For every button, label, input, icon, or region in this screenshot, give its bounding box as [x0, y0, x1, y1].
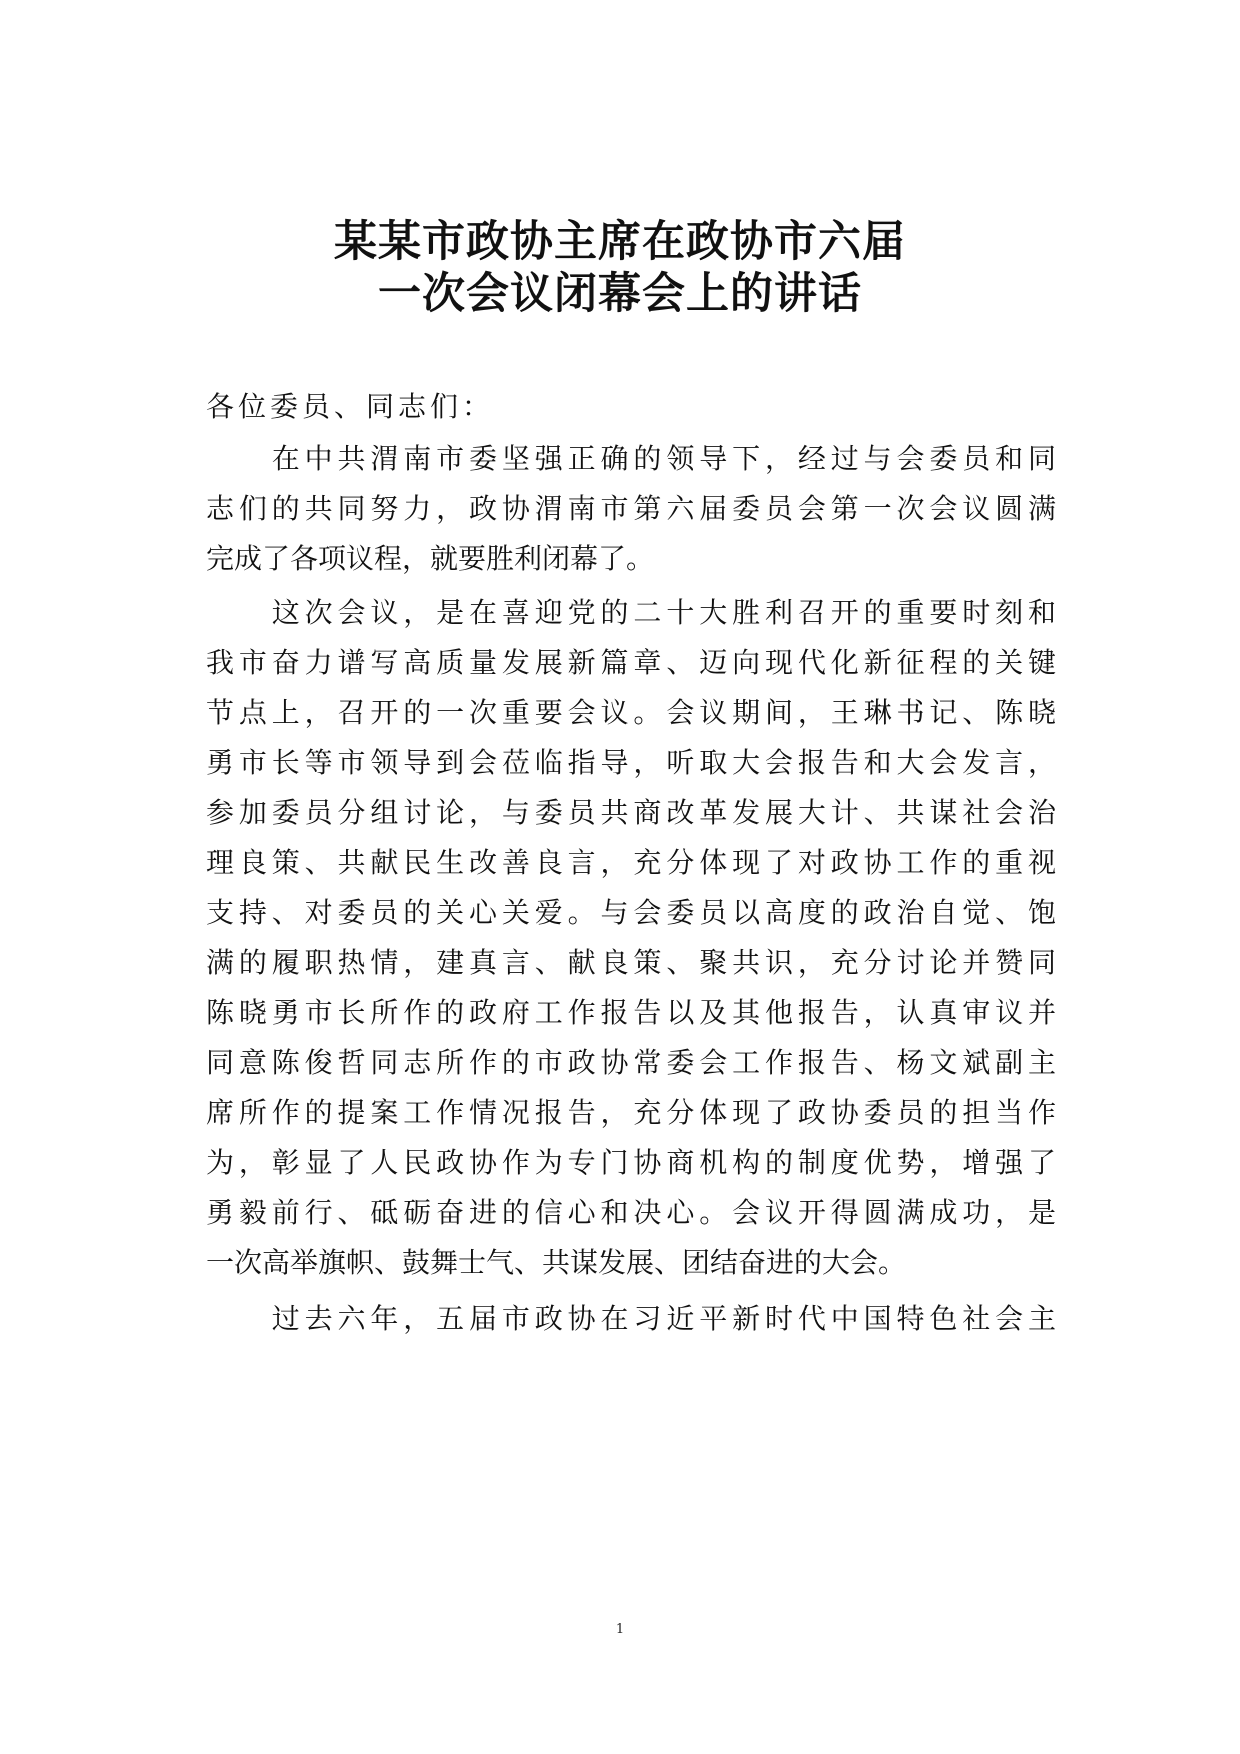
paragraph-2-line: 席所作的提案工作情况报告，充分体现了政协委员的担当作	[206, 1096, 1056, 1129]
paragraph-1-line: 在中共渭南市委坚强正确的领导下，经过与会委员和同	[206, 442, 1056, 475]
paragraph-2-line: 参加委员分组讨论，与委员共商改革发展大计、共谋社会治	[206, 796, 1056, 829]
salutation: 各位委员、同志们：	[206, 390, 495, 423]
document-title-line-2: 一次会议闭幕会上的讲话	[378, 269, 862, 319]
paragraph-2-line: 支持、对委员的关心关爱。与会委员以高度的政治自觉、饱	[206, 896, 1056, 929]
paragraph-3-line: 过去六年，五届市政协在习近平新时代中国特色社会主	[206, 1302, 1056, 1335]
paragraph-1	[206, 434, 1056, 584]
paragraph-2-line: 一次高举旗帜、鼓舞士气、共谋发展、团结奋进的大会。	[206, 1246, 907, 1279]
paragraph-2-line: 陈晓勇市长所作的政府工作报告以及其他报告，认真审议并	[206, 996, 1056, 1029]
paragraph-3	[206, 1294, 1056, 1344]
paragraph-1-line: 志们的共同努力，政协渭南市第六届委员会第一次会议圆满	[206, 492, 1056, 525]
paragraph-2-line: 我市奋力谱写高质量发展新篇章、迈向现代化新征程的关键	[206, 646, 1056, 679]
document-title-line-1: 某某市政协主席在政协市六届	[334, 217, 906, 267]
paragraph-2-line: 勇市长等市领导到会莅临指导，听取大会报告和大会发言，	[206, 746, 1056, 779]
page-number: 1	[615, 1622, 625, 1637]
paragraph-2-line: 同意陈俊哲同志所作的市政协常委会工作报告、杨文斌副主	[206, 1046, 1056, 1079]
paragraph-2-line: 这次会议，是在喜迎党的二十大胜利召开的重要时刻和	[206, 596, 1056, 629]
paragraph-2-line: 节点上，召开的一次重要会议。会议期间，王琳书记、陈晓	[206, 696, 1056, 729]
paragraph-1-line: 完成了各项议程，就要胜利闭幕了。	[206, 542, 655, 575]
paragraph-2-line: 满的履职热情，建真言、献良策、聚共识，充分讨论并赞同	[206, 946, 1056, 979]
paragraph-2	[206, 588, 1056, 1288]
paragraph-2-line: 勇毅前行、砥砺奋进的信心和决心。会议开得圆满成功，是	[206, 1196, 1056, 1229]
paragraph-2-line: 理良策、共献民生改善良言，充分体现了对政协工作的重视	[206, 846, 1056, 879]
paragraph-2-line: 为，彰显了人民政协作为专门协商机构的制度优势，增强了	[206, 1146, 1056, 1179]
